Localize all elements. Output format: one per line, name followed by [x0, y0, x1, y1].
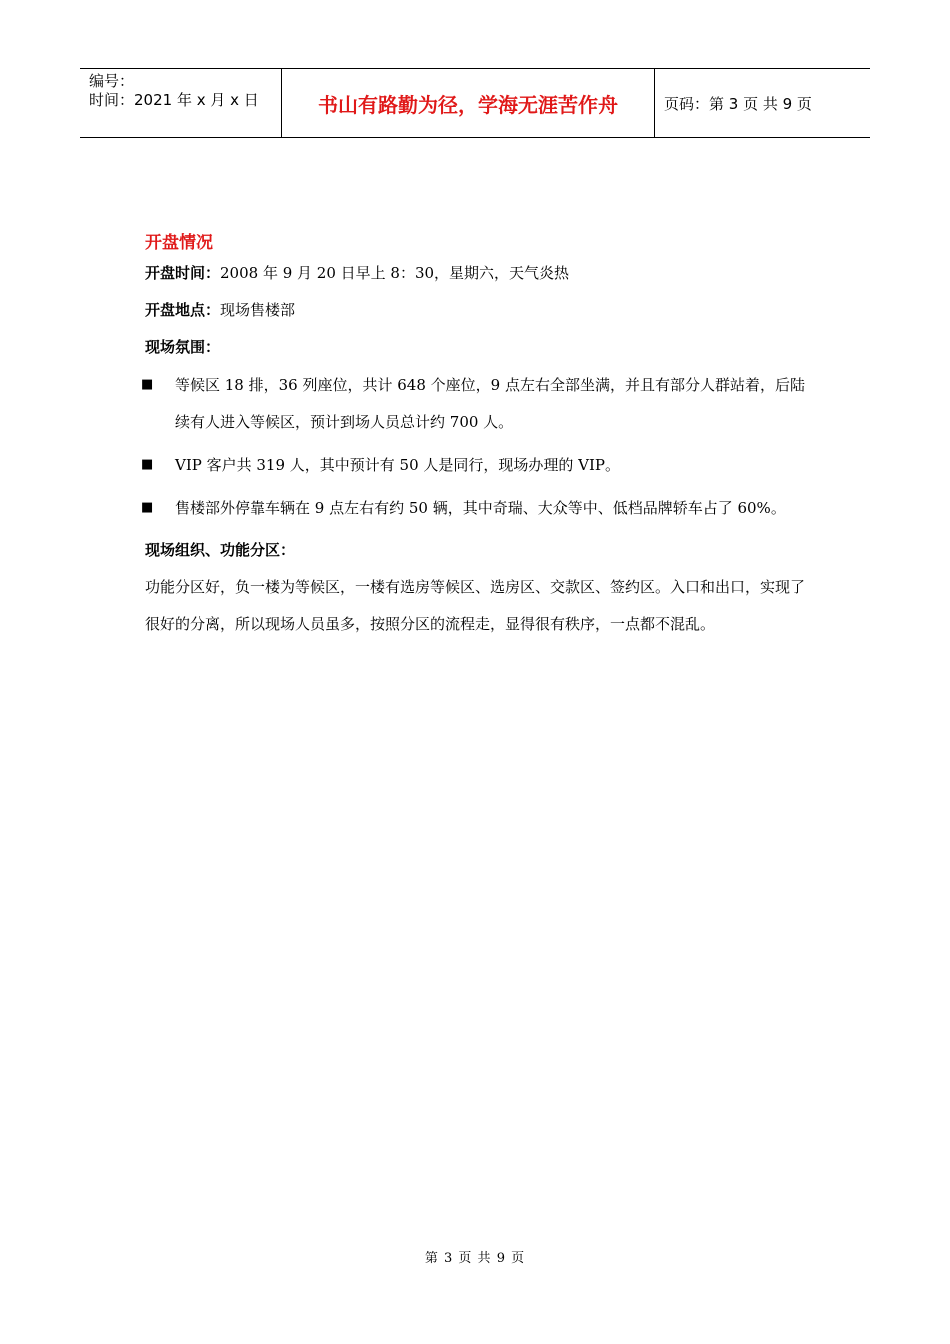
organization-paragraph: 功能分区好，负一楼为等候区，一楼有选房等候区、选房区、交款区、签约区。入口和出口，实现了很好的分离，所以现场人员虽多，按照分区的流程走，显得很有秩序，一点都不混乱。 — [145, 578, 806, 633]
section-title: 开盘情况 — [145, 233, 213, 253]
document-date-label: 时间：2021 年 x 月 x 日 — [89, 91, 259, 109]
square-bullet-icon: ■ — [141, 500, 154, 515]
list-item-text: 售楼部外停靠车辆在 9 点左右有约 50 辆，其中奇瑞、大众等中、低档品牌轿车占了 60%。 — [175, 499, 786, 517]
open-time-label: 开盘时间： — [145, 264, 221, 282]
header-motto: 书山有路勤为径，学海无涯苦作舟 — [281, 69, 655, 137]
atmosphere-label: 现场氛围： — [145, 338, 221, 356]
document-body — [141, 228, 817, 643]
list-item-text: VIP 客户共 319 人，其中预计有 50 人是同行，现场办理的 VIP。 — [175, 456, 621, 474]
organization-label: 现场组织、功能分区： — [145, 541, 296, 559]
open-place-value: 现场售楼部 — [220, 301, 296, 319]
open-time-value: 2008 年 9 月 20 日早上 8：30，星期六，天气炎热 — [220, 264, 570, 282]
header-page-indicator: 页码：第 3 页 共 9 页 — [664, 94, 812, 113]
document-number-label: 编号： — [89, 72, 135, 90]
list-item — [141, 497, 817, 527]
open-place-line — [145, 300, 817, 320]
page-header — [80, 68, 870, 138]
list-item-text: 等候区 18 排，36 列座位，共计 648 个座位，9 点左右全部坐满，并且有部分人群站着，后陆续有人进入等候区，预计到场人员总计约 700 人。 — [175, 376, 805, 431]
square-bullet-icon: ■ — [141, 457, 154, 472]
list-item — [141, 374, 817, 441]
header-meta — [80, 69, 281, 137]
list-item — [141, 454, 817, 484]
open-time-line — [145, 263, 817, 283]
page-footer: 第 3 页 共 9 页 — [424, 1251, 526, 1266]
open-place-label: 开盘地点： — [145, 301, 221, 319]
square-bullet-icon: ■ — [141, 377, 154, 392]
